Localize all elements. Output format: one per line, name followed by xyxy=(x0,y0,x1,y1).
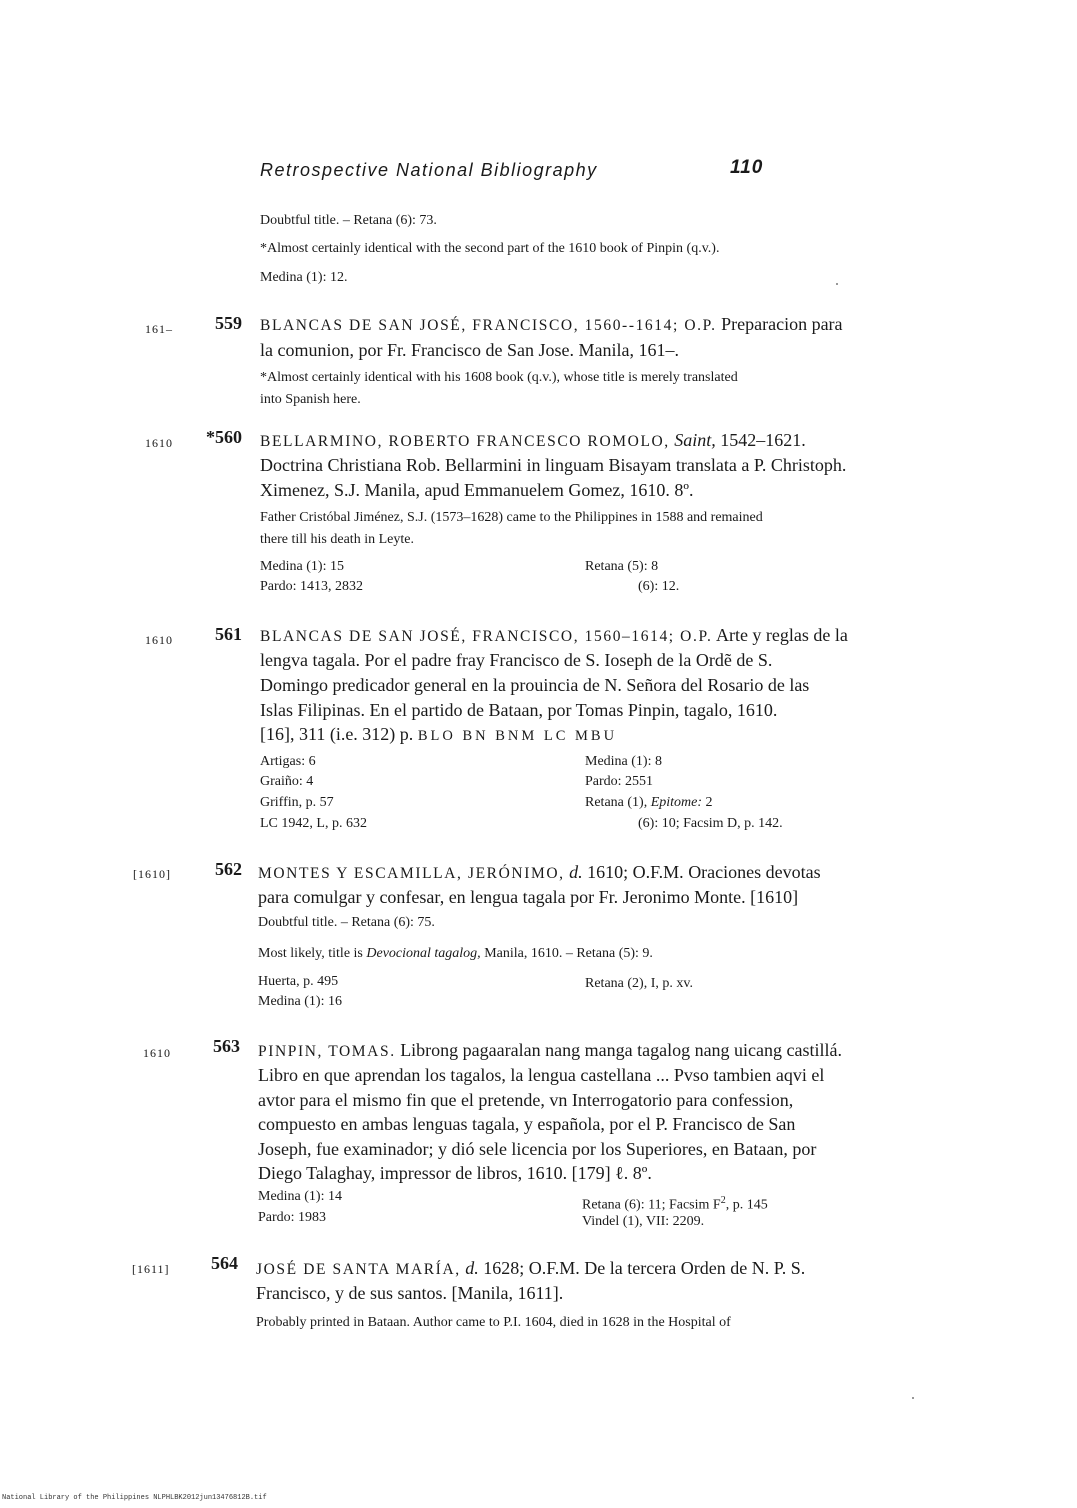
entry-note: Father Cristóbal Jiménez, S.J. (1573–1628) came to the Philippines in 1588 and remained xyxy=(260,510,763,525)
reference-superscript: 2 xyxy=(720,1195,726,1206)
reference: Artigas: 6 xyxy=(260,754,316,769)
entry-heading xyxy=(260,428,806,454)
reference-part: Retana (6): 11; Facsim F xyxy=(582,1197,721,1213)
reference: Graiño: 4 xyxy=(260,774,314,789)
entry-author-dates: 1542–1621. xyxy=(720,430,806,450)
note-line: Doubtful title. – Retana (6): 73. xyxy=(260,213,437,228)
entry-note: Probably printed in Bataan. Author came to P.I. 1604, died in 1628 in the Hospital of xyxy=(256,1315,731,1330)
reference: Retana (5): 8 xyxy=(585,559,659,574)
note-line: Medina (1): 12. xyxy=(260,270,348,285)
entry-title-line: Joseph, fue examinador; y dió sele licencia por los Superiores, en Bataan, por xyxy=(258,1139,817,1159)
entry-title-line: Islas Filipinas. En el partido de Bataan, por Tomas Pinpin, tagalo, 1610. xyxy=(260,700,778,720)
entry-title-line: Ximenez, S.J. Manila, apud Emmanuelem Gomez, 1610. 8º. xyxy=(260,480,694,500)
entry-title-line: Libro en que aprendan los tagalos, la lengua castellana ... Pvso tambien aqvi el xyxy=(258,1065,825,1085)
entry-collation xyxy=(260,722,617,748)
entry-author: BLANCAS DE SAN JOSÉ, FRANCISCO, 1560–1614; O.P. xyxy=(260,628,713,645)
entry-author: PINPIN, TOMAS. xyxy=(258,1043,396,1060)
entry-title-line: para comulgar y confesar, en lengua tagala por Fr. Jeronimo Monte. [1610] xyxy=(258,887,799,907)
entry-year: [1610] xyxy=(133,867,171,881)
reference: (6): 12. xyxy=(638,579,680,594)
reference-part: 2 xyxy=(705,795,713,810)
entry-author-epithet: Saint, xyxy=(674,430,716,450)
entry-number: 559 xyxy=(215,313,242,333)
entry-title-line: Doctrina Christiana Rob. Bellarmini in linguam Bisayam translata a P. Christoph. xyxy=(260,455,847,475)
entry-author: JOSÉ DE SANTA MARÍA, xyxy=(256,1261,461,1278)
scan-watermark: National Library of the Philippines NLPHLBK2012jun13476812B.tif xyxy=(2,1494,267,1502)
entry-number: *560 xyxy=(206,427,242,447)
reference: Pardo: 1413, 2832 xyxy=(260,579,364,594)
entry-number: 563 xyxy=(213,1036,240,1056)
entry-year: [1611] xyxy=(132,1262,170,1276)
entry-note: into Spanish here. xyxy=(260,392,361,407)
entry-heading xyxy=(260,623,848,649)
reference-title: Epitome: xyxy=(650,795,703,810)
entry-title-line: avtor para el mismo fin que el pretende, vn Interrogatorio para confession, xyxy=(258,1090,794,1110)
reference: LC 1942, L, p. 632 xyxy=(260,816,367,831)
reference-part: Retana (1), xyxy=(585,795,648,810)
reference: Medina (1): 14 xyxy=(258,1189,342,1204)
entry-note: there till his death in Leyte. xyxy=(260,532,414,547)
entry-author-died: d. xyxy=(569,862,583,882)
reference-part: , p. 145 xyxy=(725,1197,768,1213)
entry-title-line: Diego Talaghay, impressor de libros, 1610. [179] ℓ. 8º. xyxy=(258,1163,652,1183)
entry-heading xyxy=(258,860,821,886)
entry-title-line: Domingo predicador general en la prouincia de N. Señora del Rosario de las xyxy=(260,675,810,695)
entry-title-line: Francisco, y de sus santos. [Manila, 1611]. xyxy=(256,1283,564,1303)
entry-pagination: [16], 311 (i.e. 312) p. xyxy=(260,724,414,744)
entry-number: 561 xyxy=(215,624,242,644)
entry-title-line: compuesto en ambas lenguas tagala, y española, por el P. Francisco de San xyxy=(258,1114,796,1134)
scan-speck xyxy=(912,1397,914,1399)
entry-author: BELLARMINO, ROBERTO FRANCESCO ROMOLO, xyxy=(260,433,670,450)
note-title: Devocional tagalog, xyxy=(366,946,481,961)
note-part: Manila, 1610. – Retana (5): 9. xyxy=(484,946,653,961)
reference xyxy=(585,793,713,813)
note-line: *Almost certainly identical with the second part of the 1610 book of Pinpin (q.v.). xyxy=(260,241,720,256)
running-header-title: Retrospective National Bibliography xyxy=(260,160,598,180)
entry-heading xyxy=(256,1256,805,1282)
entry-year: 1610 xyxy=(143,1046,171,1060)
entry-author-dates: 1610; O.F.M. xyxy=(587,862,684,882)
reference: Medina (1): 8 xyxy=(585,754,662,769)
entry-year: 1610 xyxy=(145,633,173,647)
reference: Griffin, p. 57 xyxy=(260,795,334,810)
entry-year: 161– xyxy=(145,322,173,336)
entry-note: Doubtful title. – Retana (6): 75. xyxy=(258,915,435,930)
entry-number: 564 xyxy=(211,1253,238,1273)
entry-note xyxy=(258,944,653,964)
entry-title: Arte y reglas de la xyxy=(715,625,848,645)
entry-title-line: lengva tagala. Por el padre fray Francisco de S. Ioseph de la Ordẽ de S. xyxy=(260,650,773,670)
reference: Pardo: 2551 xyxy=(585,774,654,789)
entry-title: Oraciones devotas xyxy=(688,862,821,882)
entry-year: 1610 xyxy=(145,436,173,450)
reference: Huerta, p. 495 xyxy=(258,974,339,989)
reference: Medina (1): 16 xyxy=(258,994,342,1009)
entry-note: *Almost certainly identical with his 1608 book (q.v.), whose title is merely translated xyxy=(260,370,738,385)
reference: (6): 10; Facsim D, p. 142. xyxy=(638,816,783,831)
entry-title: Preparacion para xyxy=(721,314,843,334)
entry-title: De la tercera Orden de N. P. S. xyxy=(584,1258,806,1278)
entry-author: MONTES Y ESCAMILLA, JERÓNIMO, xyxy=(258,865,565,882)
entry-heading xyxy=(258,1038,842,1064)
reference: Medina (1): 15 xyxy=(260,559,344,574)
note-part: Most likely, title is xyxy=(258,946,363,961)
entry-author: BLANCAS DE SAN JOSÉ, FRANCISCO, 1560--1614; O.P. xyxy=(260,317,717,334)
entry-author-died: d. xyxy=(465,1258,479,1278)
reference: Vindel (1), VII: 2209. xyxy=(582,1214,705,1229)
entry-title: Librong pagaaralan nang manga tagalog nang uicang castillá. xyxy=(400,1040,843,1060)
page-number: 110 xyxy=(730,157,764,178)
scan-speck xyxy=(836,283,838,285)
reference: Pardo: 1983 xyxy=(258,1210,327,1225)
entry-author-dates: 1628; O.F.M. xyxy=(483,1258,580,1278)
entry-title-line: la comunion, por Fr. Francisco de San Jose. Manila, 161–. xyxy=(260,340,679,360)
entry-number: 562 xyxy=(215,859,242,879)
entry-libraries: BLO BN BNM LC MBU xyxy=(417,728,618,744)
reference: Retana (2), I, p. xv. xyxy=(585,976,693,991)
entry-heading xyxy=(260,312,843,338)
